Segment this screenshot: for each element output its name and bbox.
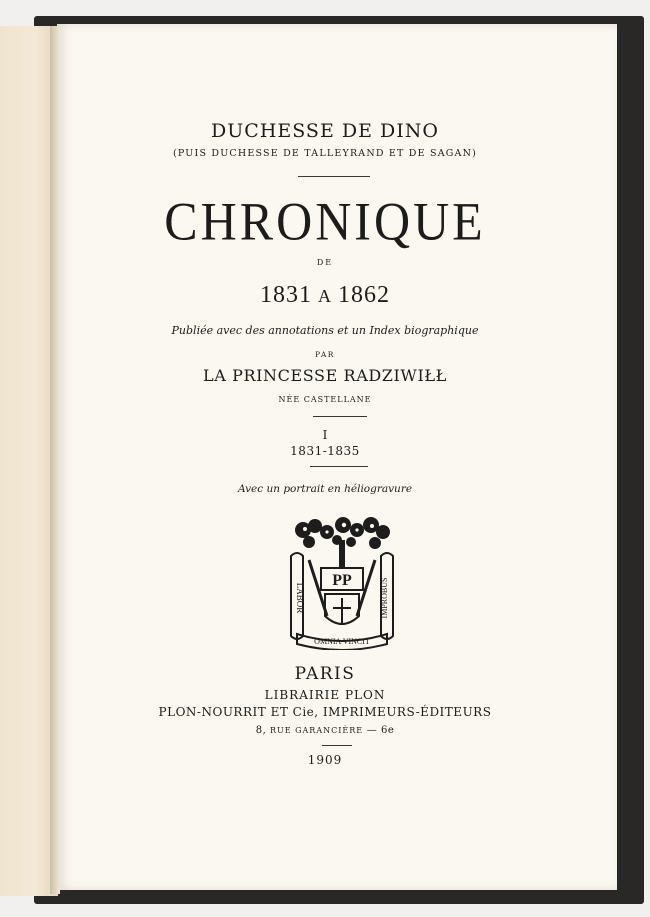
divider-rule (310, 466, 368, 467)
address-district: — 6e (366, 725, 395, 736)
year-to: 1862 (338, 282, 390, 308)
year-separator: A (318, 286, 332, 306)
monogram: PP (332, 572, 352, 589)
editor-note: NÉE CASTELLANE (278, 395, 372, 404)
publisher-name: LIBRAIRIE PLON (264, 688, 386, 702)
motto-left: LABOR (295, 582, 305, 614)
divider-rule (298, 176, 370, 177)
volume-period: 1831-1835 (290, 444, 360, 458)
publisher-mark-icon (287, 516, 397, 650)
volume-number: I (322, 428, 328, 442)
publisher-imprint: PLON-NOURRIT ET Cie, IMPRIMEURS-ÉDITEURS (158, 705, 492, 719)
year-range (0, 282, 650, 309)
year-from: 1831 (260, 282, 312, 308)
title-connector: DE (316, 258, 334, 267)
publication-note: Publiée avec des annotations et un Index biographique (171, 324, 479, 337)
divider-rule (313, 416, 367, 417)
motto-bottom: OMNIA VINCIT (314, 637, 370, 646)
publication-year: 1909 (307, 753, 343, 767)
motto-right: IMPROBUS (380, 577, 389, 619)
illustration-note: Avec un portrait en héliogravure (237, 483, 413, 495)
editor-name: LA PRINCESSE RADZIWIŁŁ (203, 366, 447, 385)
author-note: (PUIS DUCHESSE DE TALLEYRAND ET DE SAGAN) (172, 148, 478, 159)
address-number: 8, (255, 725, 267, 736)
address-street: RUE GARANCIÈRE (269, 726, 364, 735)
by-label: PAR (315, 350, 335, 359)
publisher-address (0, 725, 650, 736)
divider-rule (322, 745, 352, 746)
book-title: CHRONIQUE (164, 190, 486, 252)
publication-city: PARIS (294, 664, 356, 684)
author-name: DUCHESSE DE DINO (211, 120, 439, 142)
